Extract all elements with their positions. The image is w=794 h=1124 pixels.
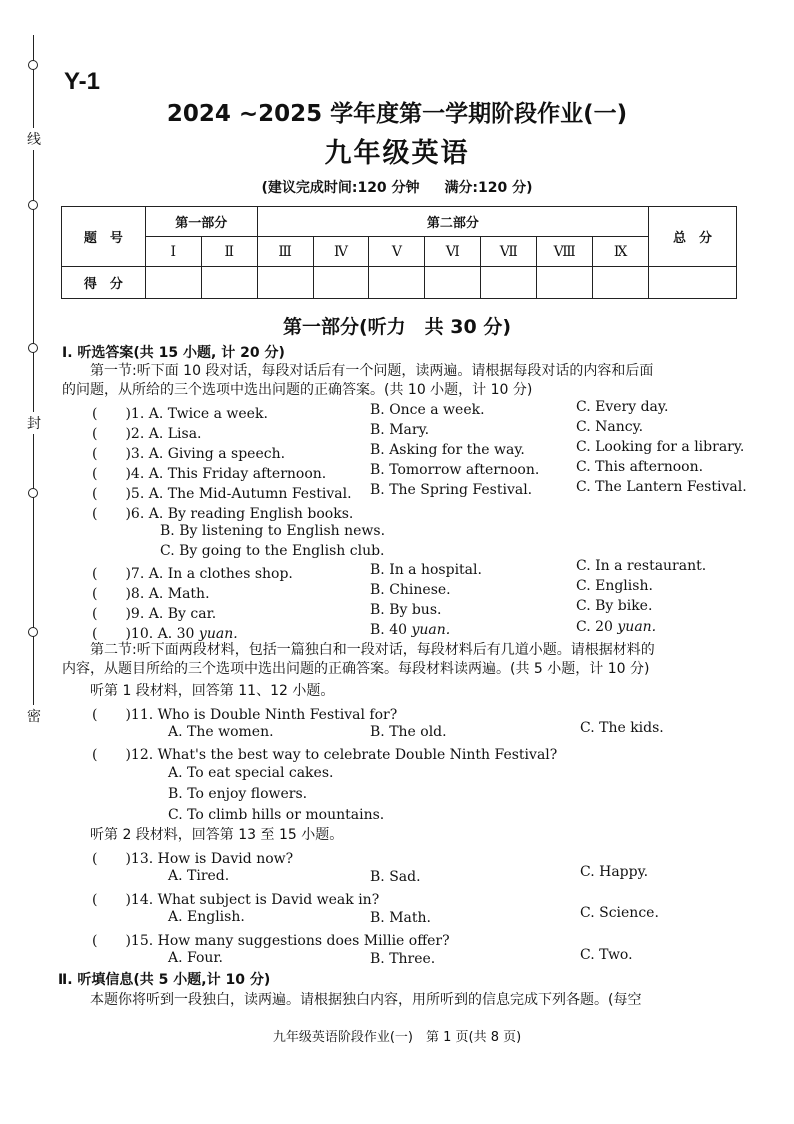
section1-instructions-line1: 第一节:听下面 10 段对话，每段对话后有一个问题，读两遍。请根据每段对话的内容和后面 <box>90 363 654 379</box>
option-a: A. Tired. <box>168 868 230 884</box>
margin-mark-seal: 封 <box>26 412 42 434</box>
question-2: ( )2. A. Lisa. <box>92 426 202 442</box>
section2-heading: Ⅱ. 听填信息(共 5 小题,计 10 分) <box>58 972 271 988</box>
material2-instruction: 听第 2 段材料，回答第 13 至 15 小题。 <box>90 827 344 843</box>
option-b: B. The Spring Festival. <box>370 482 533 498</box>
question-7: ( )7. A. In a clothes shop. <box>92 566 293 582</box>
page-title: 2024 ~2025 学年度第一学期阶段作业(一) <box>166 101 628 127</box>
option-b: B. Math. <box>370 910 431 926</box>
score-cell[interactable] <box>313 267 369 299</box>
section-numeral: Ⅷ <box>537 237 593 267</box>
score-table <box>61 206 737 299</box>
total-score-cell[interactable] <box>649 267 737 299</box>
question-9: ( )9. A. By car. <box>92 606 217 622</box>
unit-yuan: yuan. <box>198 626 238 642</box>
option-c-value: C. 20 <box>576 619 613 635</box>
binding-hole <box>28 60 38 70</box>
option-c: C. Science. <box>580 905 659 921</box>
score-cell[interactable] <box>425 267 481 299</box>
score-cell[interactable] <box>201 267 257 299</box>
question-3: ( )3. A. Giving a speech. <box>92 446 286 462</box>
score-cell[interactable] <box>537 267 593 299</box>
binding-hole <box>28 627 38 637</box>
option-c: C. This afternoon. <box>576 459 704 475</box>
section-numeral: Ⅶ <box>481 237 537 267</box>
binding-hole <box>28 488 38 498</box>
option-c <box>576 619 656 635</box>
option-a: A. The women. <box>168 724 274 740</box>
option-b: B. By listening to English news. <box>160 523 386 539</box>
section-numeral: Ⅸ <box>593 237 649 267</box>
score-cell[interactable] <box>257 267 313 299</box>
full-score-label: 满分:120 分) <box>444 180 533 196</box>
score-cell[interactable] <box>593 267 649 299</box>
option-c: C. Nancy. <box>576 419 644 435</box>
option-c: C. The kids. <box>580 720 664 736</box>
option-a: A. To eat special cakes. <box>168 765 334 781</box>
unit-yuan: yuan. <box>411 622 451 638</box>
section-numeral: Ⅵ <box>425 237 481 267</box>
option-b: B. Asking for the way. <box>370 442 525 458</box>
option-b: B. The old. <box>370 724 447 740</box>
option-c: C. Happy. <box>580 864 649 880</box>
option-c: C. The Lantern Festival. <box>576 479 747 495</box>
option-b: B. Sad. <box>370 869 421 885</box>
option-b: B. Tomorrow afternoon. <box>370 462 540 478</box>
section1-sub2-line2: 内容，从题目所给的三个选项中选出问题的正确答案。每段材料读两遍。(共 5 小题，计 10 分) <box>62 661 650 677</box>
option-c: C. Every day. <box>576 399 669 415</box>
option-c: C. To climb hills or mountains. <box>168 807 385 823</box>
option-b: B. By bus. <box>370 602 442 618</box>
time-and-score <box>0 177 794 197</box>
question-number-header: 题 号 <box>62 207 146 267</box>
option-b: B. Chinese. <box>370 582 451 598</box>
section1-heading: Ⅰ. 听选答案(共 15 小题, 计 20 分) <box>62 345 285 361</box>
subject-title: 九年级英语 <box>324 138 470 169</box>
option-b: B. Mary. <box>370 422 430 438</box>
score-cell[interactable] <box>369 267 425 299</box>
margin-mark-line: 线 <box>26 128 42 150</box>
option-b-value: B. 40 <box>370 622 408 638</box>
question-5: ( )5. A. The Mid-Autumn Festival. <box>92 486 352 502</box>
margin-mark-secret: 密 <box>26 705 42 727</box>
option-a: A. English. <box>168 909 245 925</box>
question-10 <box>92 623 238 643</box>
section1-sub2-line1: 第二节:听下面两段材料，包括一篇独白和一段对话，每段材料后有几道小题。请根据材料的 <box>90 642 655 658</box>
score-cell[interactable] <box>481 267 537 299</box>
option-c: C. In a restaurant. <box>576 558 707 574</box>
option-a: A. Four. <box>168 950 224 966</box>
option-c: C. By going to the English club. <box>160 543 385 559</box>
question-1: ( )1. A. Twice a week. <box>92 406 268 422</box>
part2-header: 第二部分 <box>257 207 648 237</box>
score-cell[interactable] <box>145 267 201 299</box>
question-11: ( )11. Who is Double Ninth Festival for? <box>92 707 398 723</box>
part1-header: 第一部分 <box>145 207 257 237</box>
section1-instructions-line2: 的问题，从所给的三个选项中选出问题的正确答案。(共 10 小题，计 10 分) <box>62 382 533 398</box>
option-b: B. To enjoy flowers. <box>168 786 308 802</box>
question-15: ( )15. How many suggestions does Millie offer? <box>92 933 450 949</box>
question-8: ( )8. A. Math. <box>92 586 210 602</box>
option-b: B. In a hospital. <box>370 562 482 578</box>
paper-code: Y-1 <box>64 68 101 95</box>
question-12: ( )12. What's the best way to celebrate Double Ninth Festival? <box>92 747 558 763</box>
material1-instruction: 听第 1 段材料，回答第 11、12 小题。 <box>90 683 335 699</box>
option-b <box>370 622 450 638</box>
question-6: ( )6. A. By reading English books. <box>92 506 354 522</box>
unit-yuan: yuan. <box>617 619 657 635</box>
binding-hole <box>28 343 38 353</box>
part1-title: 第一部分(听力 共 30 分) <box>282 316 512 338</box>
question-10-a: ( )10. A. 30 <box>92 626 195 642</box>
score-row-header: 得 分 <box>62 267 146 299</box>
binding-hole <box>28 200 38 210</box>
question-14: ( )14. What subject is David weak in? <box>92 892 380 908</box>
option-c: C. Looking for a library. <box>576 439 745 455</box>
option-b: B. Once a week. <box>370 402 485 418</box>
section2-instructions: 本题你将听到一段独白，读两遍。请根据独白内容，用所听到的信息完成下列各题。(每空 <box>90 992 642 1008</box>
section-numeral: Ⅱ <box>201 237 257 267</box>
section-numeral: Ⅲ <box>257 237 313 267</box>
section-numeral: Ⅳ <box>313 237 369 267</box>
option-b: B. Three. <box>370 951 436 967</box>
question-13: ( )13. How is David now? <box>92 851 294 867</box>
section-numeral: Ⅰ <box>145 237 201 267</box>
total-score-header: 总 分 <box>649 207 737 267</box>
page-footer: 九年级英语阶段作业(一) 第 1 页(共 8 页) <box>272 1030 522 1045</box>
section-numeral: Ⅴ <box>369 237 425 267</box>
question-4: ( )4. A. This Friday afternoon. <box>92 466 327 482</box>
option-c: C. By bike. <box>576 598 653 614</box>
time-label: (建议完成时间:120 分钟 <box>261 180 420 196</box>
option-c: C. English. <box>576 578 653 594</box>
option-c: C. Two. <box>580 947 633 963</box>
